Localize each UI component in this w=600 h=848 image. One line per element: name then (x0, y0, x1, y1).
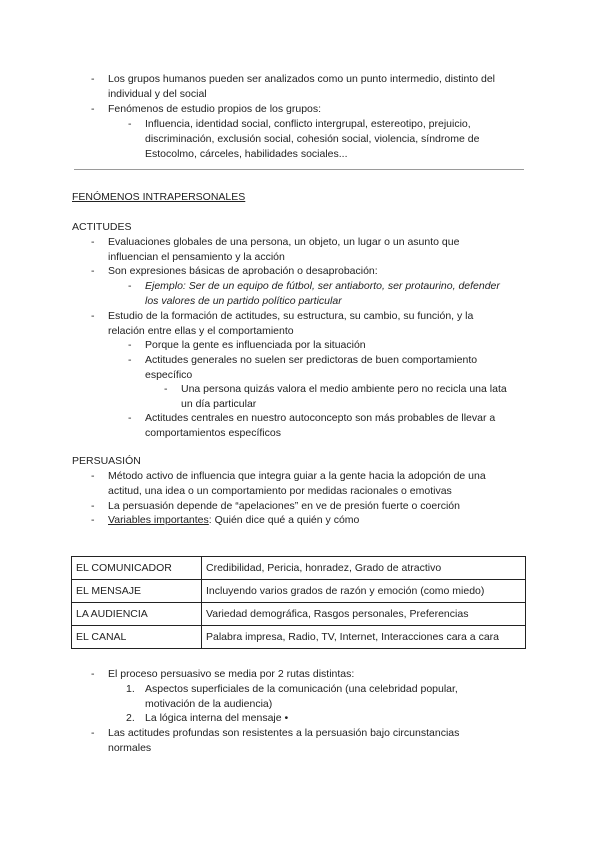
table-value-cell: Variedad demográfica, Rasgos personales, Preferencias (202, 603, 526, 626)
intro-sub-line-3: Estocolmo, cárceles, habilidades sociales... (145, 148, 348, 160)
routes-bullet-2-line-1: Las actitudes profundas son resistentes a la persuasión bajo circunstancias (108, 727, 460, 739)
bullet-dash: - (128, 339, 132, 351)
bullet-dash: - (91, 727, 95, 739)
route-1-line-2: motivación de la audiencia) (145, 698, 273, 710)
table-row (72, 557, 526, 580)
route-number-2: 2. (126, 712, 135, 724)
bullet-dash: - (91, 514, 95, 526)
table-value-cell: Credibilidad, Pericia, honradez, Grado de atractivo (202, 557, 526, 580)
bullet-dash: - (128, 118, 132, 130)
persuasion-heading: PERSUASIÓN (72, 455, 141, 467)
routes-bullet-1: El proceso persuasivo se media por 2 rutas distintas: (108, 668, 355, 680)
intro-sub-line-1: Influencia, identidad social, conflicto intergrupal, estereotipo, prejuicio, (145, 118, 471, 130)
table-row (72, 626, 526, 649)
table-key-cell: EL COMUNICADOR (72, 557, 202, 580)
bullet-dash: - (128, 412, 132, 424)
route-number-1: 1. (126, 683, 135, 695)
table-value-cell: Incluyendo varios grados de razón y emoción (como miedo) (202, 580, 526, 603)
bullet-dash: - (164, 383, 168, 395)
bullet-dash: - (91, 236, 95, 248)
persuasion-bullet-2: La persuasión depende de “apelaciones” en ve de presión fuerte o coerción (108, 500, 460, 512)
actitudes-bullet-2: Son expresiones básicas de aprobación o desaprobación: (108, 265, 378, 277)
actitudes-sub-3-line-2: comportamientos específicos (145, 427, 281, 439)
table-row (72, 603, 526, 626)
bullet-dash: - (91, 73, 95, 85)
persuasion-bullet-3 (108, 513, 359, 528)
table-row (72, 580, 526, 603)
actitudes-sub-2-line-1: Actitudes generales no suelen ser predictoras de buen comportamiento (145, 354, 478, 366)
horizontal-divider (74, 169, 524, 170)
variables-link-text: Variables importantes (108, 514, 209, 526)
bullet-dash: - (91, 103, 95, 115)
bullet-dash: - (128, 280, 132, 292)
routes-bullet-2-line-2: normales (108, 742, 152, 754)
example-line-2: los valores de un partido político particular (145, 295, 342, 307)
persuasion-bullet-1-line-2: actitud, una idea o un comportamiento por medidas racionales o emotivas (108, 485, 452, 497)
bullet-dash: - (91, 500, 95, 512)
actitudes-subsub-line-1: Una persona quizás valora el medio ambiente pero no recicla una lata (181, 383, 507, 395)
persuasion-variables-table (71, 556, 526, 649)
table-key-cell: EL MENSAJE (72, 580, 202, 603)
table-value-cell: Palabra impresa, Radio, TV, Internet, Interacciones cara a cara (202, 626, 526, 649)
actitudes-bullet-3-line-1: Estudio de la formación de actitudes, su estructura, su cambio, su función, y la (108, 310, 474, 322)
persuasion-bullet-1-line-1: Método activo de influencia que integra guiar a la gente hacia la adopción de una (108, 470, 486, 482)
intro-bullet-1-line-1: Los grupos humanos pueden ser analizados como un punto intermedio, distinto del (108, 73, 495, 85)
bullet-dash: - (91, 470, 95, 482)
actitudes-heading: ACTITUDES (72, 221, 132, 233)
bullet-dash: - (91, 265, 95, 277)
actitudes-bullet-3-line-2: relación entre ellas y el comportamiento (108, 325, 294, 337)
table-key-cell: LA AUDIENCIA (72, 603, 202, 626)
route-2: La lógica interna del mensaje • (145, 712, 289, 724)
variables-rest-text: : Quién dice qué a quién y cómo (208, 514, 360, 526)
section-title: FENÓMENOS INTRAPERSONALES (72, 191, 246, 203)
bullet-dash: - (128, 354, 132, 366)
actitudes-sub-2-line-2: específico (145, 369, 193, 381)
bullet-dash: - (91, 668, 95, 680)
actitudes-sub-1: Porque la gente es influenciada por la situación (145, 339, 366, 351)
actitudes-subsub-line-2: un día particular (181, 398, 257, 410)
actitudes-sub-3-line-1: Actitudes centrales en nuestro autoconcepto son más probables de llevar a (145, 412, 496, 424)
intro-sub-line-2: discriminación, exclusión social, cohesión social, violencia, síndrome de (145, 133, 480, 145)
actitudes-bullet-1-line-2: influencian el pensamiento y la acción (108, 251, 285, 263)
route-1-line-1: Aspectos superficiales de la comunicación (una celebridad popular, (145, 683, 458, 695)
intro-bullet-2: Fenómenos de estudio propios de los grupos: (108, 103, 322, 115)
example-line-1: Ejemplo: Ser de un equipo de fútbol, ser antiaborto, ser protaurino, defender (145, 280, 500, 292)
table-key-cell: EL CANAL (72, 626, 202, 649)
bullet-dash: - (91, 310, 95, 322)
intro-bullet-1-line-2: individual y del social (108, 88, 207, 100)
actitudes-bullet-1-line-1: Evaluaciones globales de una persona, un objeto, un lugar o un asunto que (108, 236, 460, 248)
